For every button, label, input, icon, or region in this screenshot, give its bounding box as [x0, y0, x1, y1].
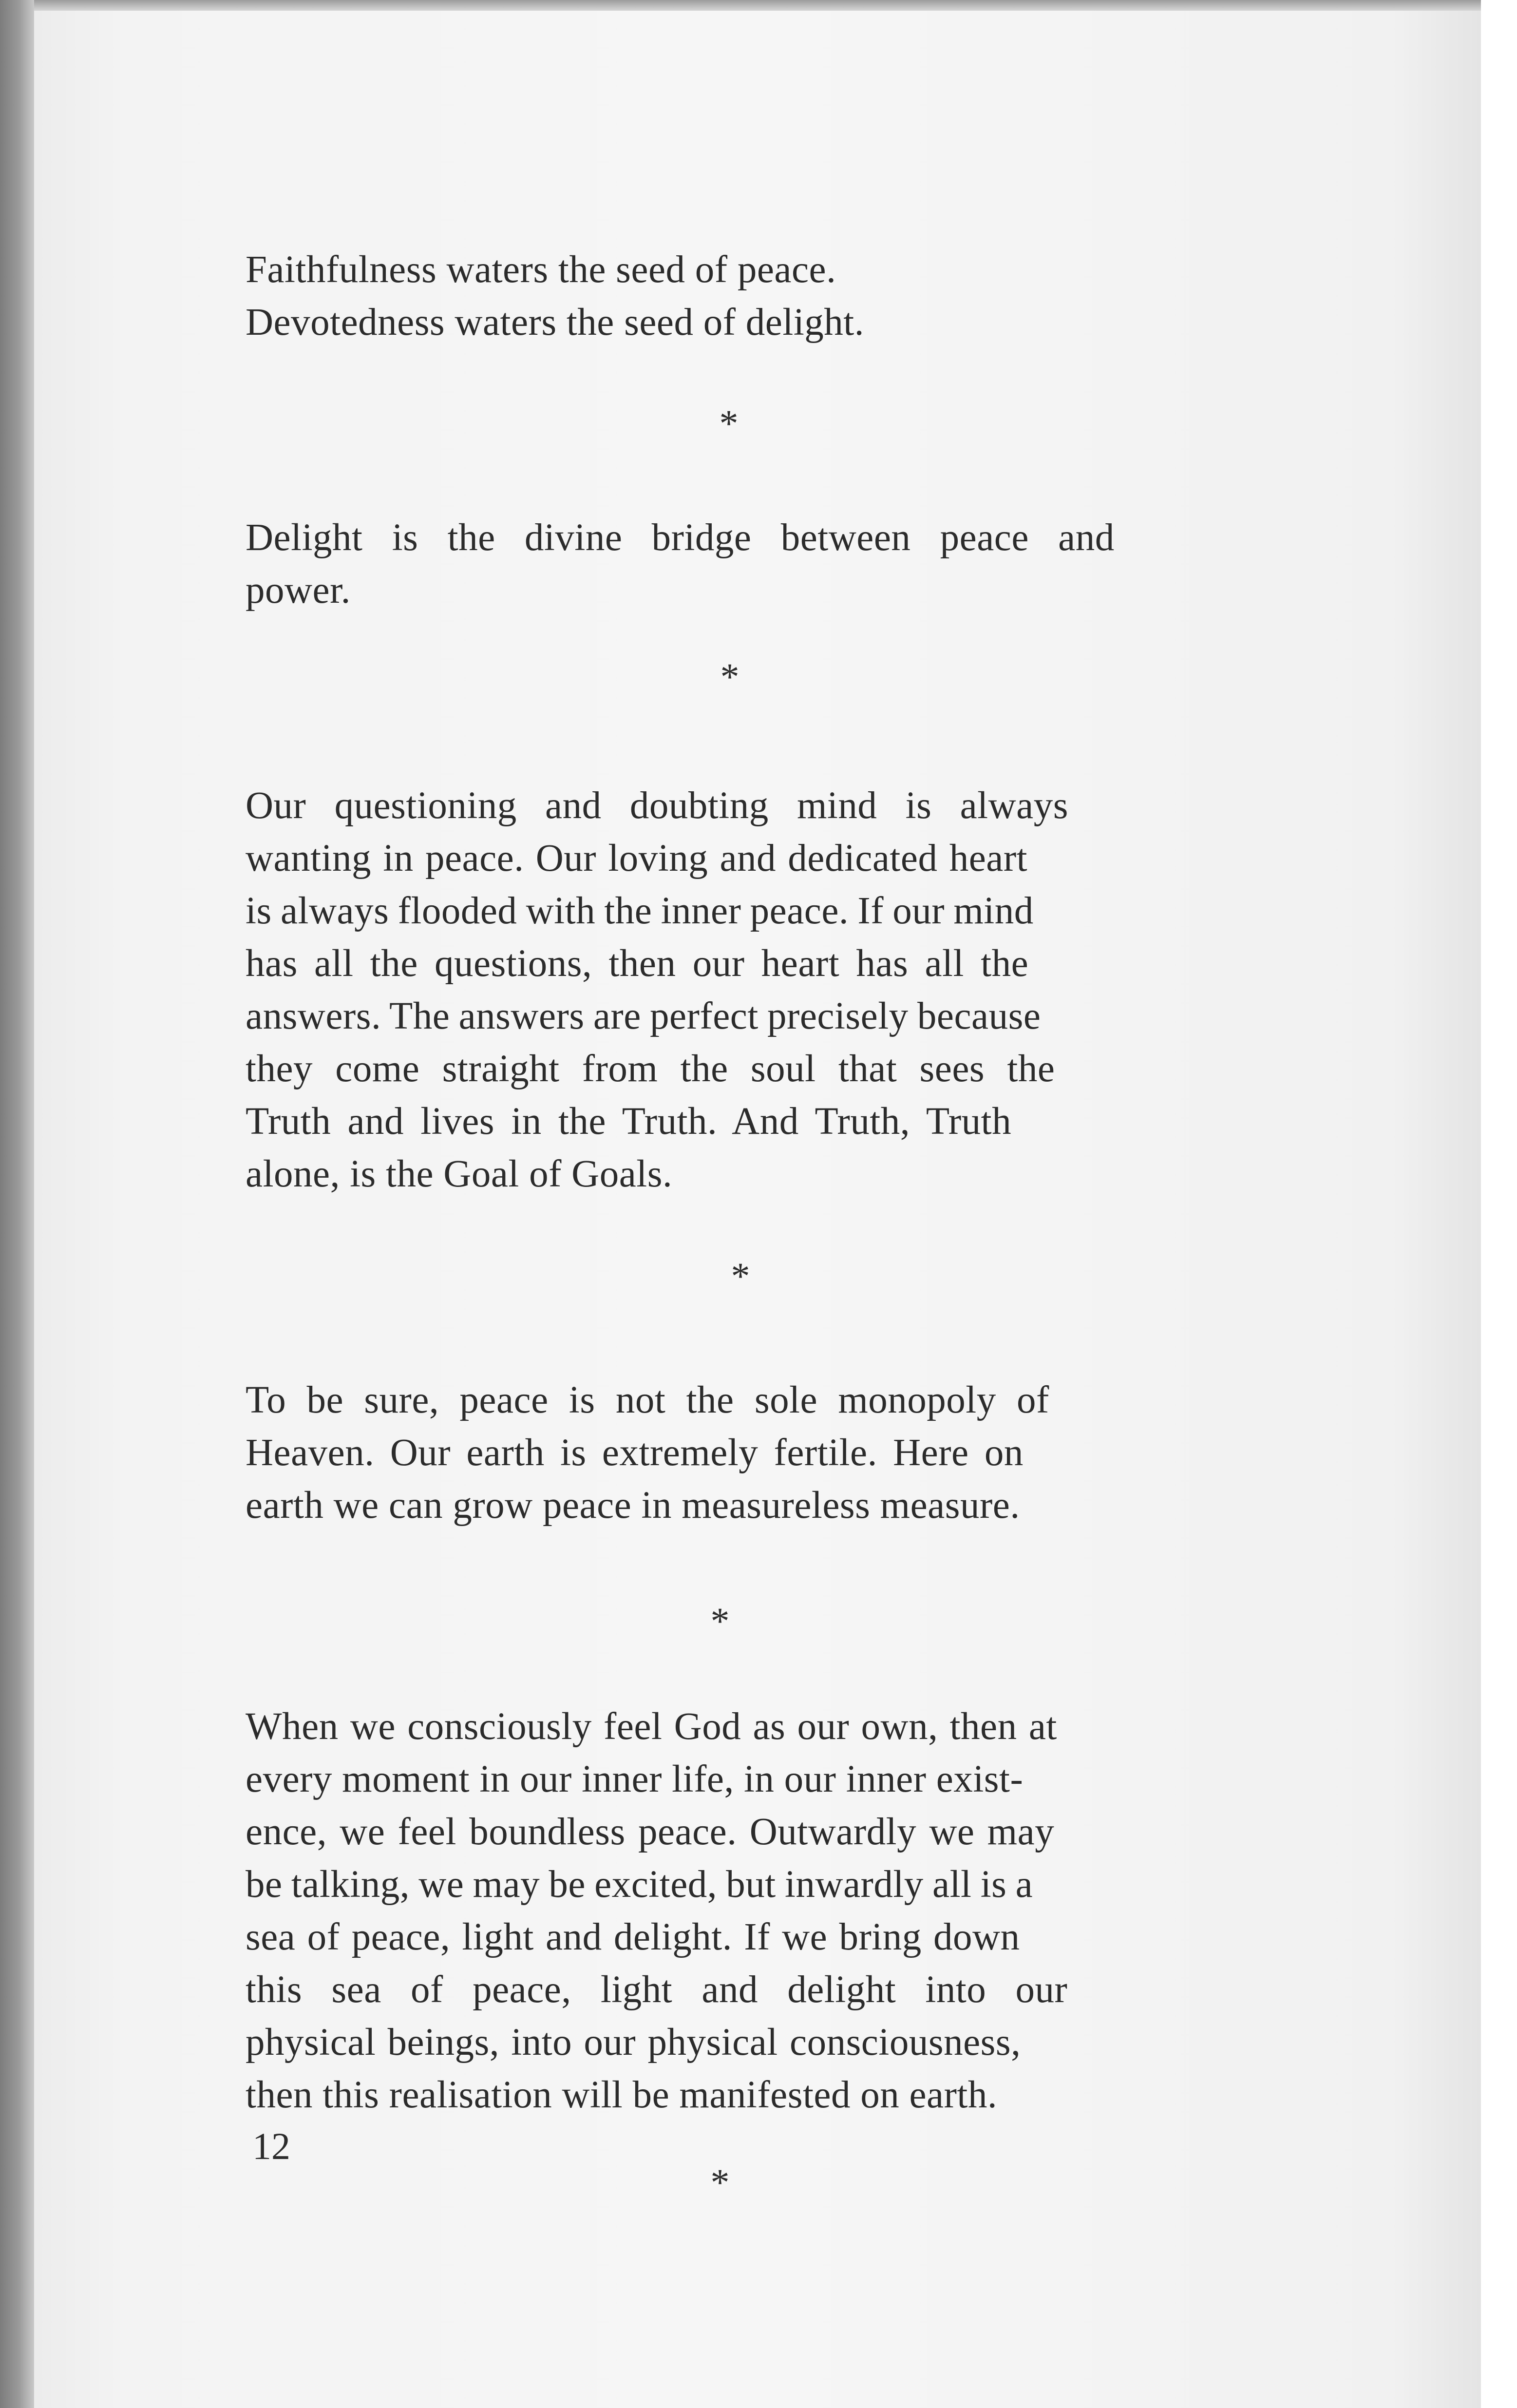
paragraph-questioning-mind — [246, 780, 1204, 1201]
page-top-shadow — [0, 0, 1481, 11]
paragraph-sure-peace — [246, 1374, 1204, 1532]
text-line: answers. The answers are perfect precisely because — [246, 995, 1041, 1037]
text-line: Heaven. Our earth is extremely fertile. Here on — [246, 1432, 1024, 1474]
text-line — [246, 564, 1204, 617]
separator-asterisk: * — [710, 1600, 730, 1642]
text-line: every moment in our inner life, in our inner exist- — [246, 1758, 1024, 1800]
separator-asterisk: * — [710, 2161, 730, 2203]
page-number: 12 — [252, 2125, 290, 2167]
text-line: Truth and lives in the Truth. And Truth, Truth — [246, 1100, 1012, 1143]
text-line: then this realisation will be manifested on earth. — [246, 2074, 998, 2116]
text-segment: power. — [246, 569, 351, 612]
text-line: Devotedness waters the seed of delight. — [246, 301, 864, 344]
text-line: they come straight from the soul that sees the — [246, 1048, 1055, 1090]
separator-asterisk: * — [731, 1255, 750, 1297]
paragraph-faithfulness — [246, 244, 1204, 349]
text-line: physical beings, into our physical consciousness, — [246, 2021, 1021, 2064]
text-line: earth we can grow peace in measureless measure. — [246, 1484, 1020, 1527]
text-line: has all the questions, then our heart has all the — [246, 942, 1029, 985]
text-segment: Delight is the divine bridge between peace and — [246, 516, 1115, 559]
text-line: To be sure, peace is not the sole monopoly of — [246, 1379, 1049, 1421]
text-line: this sea of peace, light and delight into our — [246, 1968, 1068, 2011]
text-line — [246, 512, 1204, 564]
text-line: is always flooded with the inner peace. If our mind — [246, 890, 1034, 932]
text-line: ence, we feel boundless peace. Outwardly we may — [246, 1811, 1055, 1853]
paragraph-god-as-own — [246, 1701, 1204, 2121]
separator-asterisk: * — [719, 402, 739, 444]
text-line: Faithfulness waters the seed of peace. — [246, 248, 836, 291]
text-line: Our questioning and doubting mind is always — [246, 784, 1068, 827]
text-line: When we consciously feel God as our own, then at — [246, 1705, 1057, 1748]
separator-asterisk: * — [720, 655, 740, 698]
page-left-shadow — [0, 0, 34, 2408]
paragraph-delight-bridge — [246, 512, 1204, 617]
text-line: sea of peace, light and delight. If we bring down — [246, 1916, 1020, 1958]
text-line: alone, is the Goal of Goals. — [246, 1153, 673, 1195]
text-line: wanting in peace. Our loving and dedicated heart — [246, 837, 1028, 879]
text-line: be talking, we may be excited, but inwardly all is a — [246, 1863, 1033, 1906]
